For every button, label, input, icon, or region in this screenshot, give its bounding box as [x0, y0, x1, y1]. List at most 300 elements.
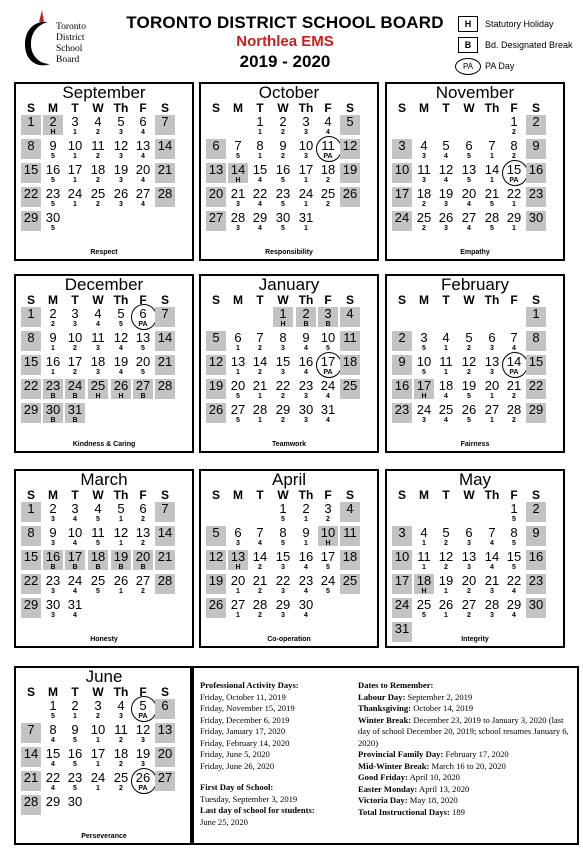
day-number: 4	[442, 330, 450, 345]
calendar-day	[526, 598, 546, 618]
day-number: 3	[302, 114, 310, 129]
weekday-header: S	[211, 488, 220, 502]
day-number: 25	[416, 210, 432, 225]
calendar-day	[88, 139, 108, 159]
calendar-day	[296, 331, 316, 351]
day-code: H	[95, 393, 101, 400]
calendar-day	[436, 379, 456, 399]
day-code: 4	[304, 564, 308, 571]
calendar-day	[318, 163, 338, 183]
day-number: 27	[461, 210, 477, 225]
calendar-day	[296, 211, 316, 231]
day-code: 1	[444, 345, 448, 352]
day-number: 12	[461, 354, 477, 369]
day-code: 2	[258, 612, 262, 619]
day-code: 2	[73, 345, 77, 352]
day-code: 5	[141, 345, 145, 352]
day-code: 5	[281, 516, 285, 523]
day-code: 2	[141, 588, 145, 595]
calendar-day	[504, 355, 524, 375]
day-number: 23	[528, 186, 544, 201]
calendar-day	[65, 502, 85, 522]
day-number: 17	[298, 162, 314, 177]
day-code: H	[118, 393, 124, 400]
day-code: 4	[326, 417, 330, 424]
calendar-day	[318, 187, 338, 207]
day-number: 22	[506, 573, 522, 588]
day-number: 2	[302, 306, 310, 321]
day-number: 24	[67, 573, 83, 588]
day-number: 1	[27, 306, 35, 321]
calendar-day	[43, 403, 63, 423]
day-code: B	[140, 564, 146, 571]
day-number: 26	[438, 210, 454, 225]
day-code: B	[50, 417, 56, 424]
day-number: 23	[298, 573, 314, 588]
day-number: 19	[438, 186, 454, 201]
day-code: 5	[281, 540, 285, 547]
day-code: 4	[444, 393, 448, 400]
day-number: 29	[45, 794, 61, 809]
day-code: 5	[236, 153, 240, 160]
day-code: 2	[467, 369, 471, 376]
day-code: 5	[512, 516, 516, 523]
day-code: 5	[512, 564, 516, 571]
weekday-header: S	[160, 101, 169, 115]
calendar-day	[21, 163, 41, 183]
calendar-day	[526, 115, 546, 135]
day-number: 14	[157, 138, 173, 153]
day-code: 1	[258, 153, 262, 160]
day-number: 9	[398, 354, 406, 369]
weekday-header: T	[442, 293, 450, 307]
calendar-day	[88, 379, 108, 399]
day-number: 25	[90, 573, 106, 588]
weekday-header: T	[71, 488, 79, 502]
day-number: 26	[113, 186, 129, 201]
day-number: 30	[275, 210, 291, 225]
calendar-day	[21, 502, 41, 522]
day-number: 26	[438, 597, 454, 612]
weekday-header: F	[139, 293, 147, 307]
calendar-day	[459, 187, 479, 207]
weekday-header: S	[211, 101, 220, 115]
day-number: 19	[113, 162, 129, 177]
day-number: 10	[394, 549, 410, 564]
calendar-day	[318, 307, 338, 327]
day-number: 2	[532, 501, 540, 516]
day-number: 30	[45, 402, 61, 417]
day-number: 22	[275, 378, 291, 393]
day-code: B	[325, 321, 331, 328]
calendar-day	[65, 115, 85, 135]
day-number: 20	[230, 573, 246, 588]
day-code: 3	[304, 393, 308, 400]
calendar-day	[273, 187, 293, 207]
calendar-day	[133, 550, 153, 570]
calendar-day	[65, 526, 85, 546]
day-code: 4	[512, 612, 516, 619]
calendar-day	[43, 795, 63, 815]
day-code: 4	[490, 564, 494, 571]
day-number: 15	[23, 549, 39, 564]
calendar-day	[111, 355, 131, 375]
calendar-day	[273, 403, 293, 423]
calendar-day	[88, 574, 108, 594]
calendar-day	[111, 771, 131, 791]
weekday-header: S	[160, 488, 169, 502]
day-number: 10	[320, 525, 336, 540]
day-number: 28	[252, 597, 268, 612]
day-code: 3	[96, 345, 100, 352]
calendar-day	[340, 355, 360, 375]
calendar-day	[482, 379, 502, 399]
calendar-day	[482, 574, 502, 594]
calendar-day	[392, 355, 412, 375]
day-number: 28	[230, 210, 246, 225]
day-code: 4	[490, 540, 494, 547]
day-number: 19	[342, 162, 358, 177]
month-value: Co-operation	[267, 636, 311, 643]
day-number: 25	[113, 770, 129, 785]
day-number: 1	[49, 698, 57, 713]
calendar-day	[228, 526, 248, 546]
pa-day-item: Friday, December 6, 2019	[200, 714, 290, 725]
day-number: 14	[252, 354, 268, 369]
calendar-day	[296, 139, 316, 159]
calendar-day	[526, 187, 546, 207]
weekday-header: W	[92, 293, 104, 307]
day-code: 3	[304, 417, 308, 424]
day-code: 2	[141, 540, 145, 547]
day-number: 18	[342, 549, 358, 564]
day-code: 3	[51, 516, 55, 523]
calendar-day	[296, 403, 316, 423]
calendar-day	[482, 550, 502, 570]
weekday-header: W	[277, 101, 289, 115]
day-number: 8	[49, 722, 57, 737]
day-number: 6	[488, 330, 496, 345]
calendar-day	[21, 379, 41, 399]
day-number: 18	[342, 354, 358, 369]
weekday-header: Th	[298, 488, 314, 502]
day-code: 1	[236, 345, 240, 352]
day-number: 19	[461, 378, 477, 393]
date-item: Mid-Winter Break: March 16 to 20, 2020	[358, 760, 506, 771]
day-code: 5	[281, 201, 285, 208]
day-code: 3	[119, 177, 123, 184]
day-code: 2	[119, 737, 123, 744]
notes-right-column	[358, 680, 570, 818]
day-code: 3	[490, 369, 494, 376]
day-code: 5	[467, 393, 471, 400]
calendar-day	[88, 550, 108, 570]
day-number: 28	[484, 597, 500, 612]
day-number: 10	[416, 354, 432, 369]
calendar-day	[482, 211, 502, 231]
day-code: 2	[326, 177, 330, 184]
calendar-day	[392, 550, 412, 570]
weekday-header: F	[139, 101, 147, 115]
month-name: May	[458, 470, 492, 489]
day-code: 5	[422, 345, 426, 352]
calendar-day	[504, 550, 524, 570]
day-code: 4	[467, 201, 471, 208]
day-code: H	[50, 129, 56, 136]
day-code: 1	[73, 177, 77, 184]
weekday-header: M	[419, 101, 429, 115]
day-code: 2	[281, 153, 285, 160]
day-code: 5	[51, 153, 55, 160]
month-april	[199, 469, 379, 648]
date-item: Winter Break: December 23, 2019 to January 3, 2020 (last day of school December 20, 2019; school resumes January 6, 2020)	[358, 714, 569, 748]
calendar-day	[65, 187, 85, 207]
calendar-day	[21, 526, 41, 546]
weekday-header: M	[48, 685, 58, 699]
calendar-day	[273, 163, 293, 183]
day-number: 5	[139, 698, 147, 713]
day-code: 4	[119, 345, 123, 352]
weekday-header: T	[256, 488, 264, 502]
day-number: 15	[23, 162, 39, 177]
day-number: 14	[506, 354, 522, 369]
day-code: 1	[444, 612, 448, 619]
day-code: B	[50, 393, 56, 400]
day-number: 7	[27, 722, 35, 737]
calendar-day	[296, 502, 316, 522]
day-number: 15	[23, 354, 39, 369]
day-code: 3	[422, 417, 426, 424]
day-number: 12	[208, 354, 224, 369]
day-code: 3	[119, 713, 123, 720]
calendar-day	[250, 211, 270, 231]
day-number: 17	[394, 573, 410, 588]
calendar-day	[133, 379, 153, 399]
calendar-day	[250, 139, 270, 159]
calendar-day	[482, 163, 502, 183]
day-code: 1	[119, 516, 123, 523]
calendar-day	[318, 139, 338, 159]
weekday-header: W	[92, 685, 104, 699]
calendar-day	[133, 502, 153, 522]
calendar-day	[296, 574, 316, 594]
day-number: 30	[298, 597, 314, 612]
day-code: 2	[258, 369, 262, 376]
day-number: 21	[252, 378, 268, 393]
day-code: H	[421, 588, 427, 595]
month-october	[199, 82, 379, 261]
day-code: 1	[444, 369, 448, 376]
day-code: 2	[258, 588, 262, 595]
day-code: 5	[236, 393, 240, 400]
day-number: 1	[532, 306, 540, 321]
weekday-header: S	[397, 293, 406, 307]
day-code: 1	[258, 393, 262, 400]
weekday-header: T	[71, 293, 79, 307]
day-code: 1	[422, 564, 426, 571]
weekday-header: F	[324, 101, 332, 115]
calendar-day	[340, 379, 360, 399]
weekday-header: W	[463, 101, 475, 115]
calendar-day	[111, 723, 131, 743]
day-number: 27	[135, 186, 151, 201]
day-code: 2	[444, 564, 448, 571]
calendar-day	[133, 187, 153, 207]
day-number: 16	[45, 162, 61, 177]
calendar-day	[436, 355, 456, 375]
day-number: 31	[394, 621, 410, 636]
calendar-day	[88, 723, 108, 743]
month-name: December	[64, 275, 144, 294]
day-number: 7	[161, 114, 169, 129]
day-number: 29	[252, 210, 268, 225]
day-code: 3	[422, 153, 426, 160]
calendar-day	[65, 771, 85, 791]
calendar-day	[318, 331, 338, 351]
month-june	[14, 666, 194, 845]
calendar-day	[155, 139, 175, 159]
day-number: 21	[23, 770, 39, 785]
day-number: 11	[343, 525, 357, 540]
day-number: 29	[23, 402, 39, 417]
day-number: 8	[279, 330, 287, 345]
calendar-day	[133, 163, 153, 183]
calendar-day	[155, 574, 175, 594]
day-number: 13	[135, 525, 151, 540]
calendar-day	[21, 771, 41, 791]
month-value: Fairness	[460, 441, 490, 448]
day-number: 6	[465, 525, 473, 540]
day-code: 2	[512, 153, 516, 160]
calendar-day	[459, 163, 479, 183]
calendar-day	[392, 379, 412, 399]
calendar-day	[526, 502, 546, 522]
calendar-day	[88, 699, 108, 719]
month-december	[14, 274, 194, 453]
day-code: 3	[304, 129, 308, 136]
calendar-day	[436, 550, 456, 570]
day-number: 26	[342, 186, 358, 201]
calendar-day	[43, 574, 63, 594]
pa-day-item: Friday, June 5, 2020	[200, 749, 270, 759]
day-number: 20	[135, 162, 151, 177]
date-item: Labour Day: September 2, 2019	[358, 691, 473, 702]
calendar-day	[296, 550, 316, 570]
day-number: 9	[302, 525, 310, 540]
calendar-day	[206, 379, 226, 399]
calendar-day	[21, 574, 41, 594]
calendar-day	[155, 699, 175, 719]
day-number: 3	[324, 306, 332, 321]
day-code: 1	[51, 345, 55, 352]
day-code: 1	[304, 540, 308, 547]
calendar-day	[414, 574, 434, 594]
day-number: 9	[49, 330, 57, 345]
day-number: 15	[506, 549, 522, 564]
day-number: 27	[230, 402, 246, 417]
weekday-header: S	[160, 293, 169, 307]
day-number: 18	[416, 186, 432, 201]
day-number: 7	[256, 525, 264, 540]
day-number: 11	[343, 330, 357, 345]
legend-key: B	[458, 37, 478, 53]
calendar-day	[155, 379, 175, 399]
weekday-header: W	[92, 488, 104, 502]
calendar-day	[133, 723, 153, 743]
month-value: Teamwork	[271, 441, 307, 448]
day-code: 5	[73, 761, 77, 768]
day-number: 5	[442, 525, 450, 540]
day-number: 21	[157, 354, 173, 369]
day-code: B	[72, 393, 78, 400]
day-number: 10	[67, 525, 83, 540]
day-number: 3	[71, 114, 79, 129]
day-number: 8	[279, 525, 287, 540]
month-value: Respect	[90, 249, 118, 256]
day-code: B	[72, 417, 78, 424]
calendar-day	[65, 307, 85, 327]
calendar-day	[88, 771, 108, 791]
day-code: 4	[444, 153, 448, 160]
calendar-day	[482, 526, 502, 546]
day-number: 26	[208, 402, 224, 417]
day-code: 4	[258, 225, 262, 232]
day-number: 16	[528, 162, 544, 177]
calendar-day	[273, 574, 293, 594]
calendar-day	[43, 699, 63, 719]
calendar-day	[414, 355, 434, 375]
weekday-header: S	[26, 488, 35, 502]
calendar-day	[482, 598, 502, 618]
calendar-day	[111, 550, 131, 570]
day-number: 31	[67, 402, 83, 417]
day-number: 1	[279, 501, 287, 516]
day-number: 12	[113, 330, 129, 345]
legend	[458, 14, 583, 77]
day-code: 3	[236, 225, 240, 232]
calendar-day	[250, 187, 270, 207]
day-number: 12	[113, 138, 129, 153]
calendar-day	[228, 331, 248, 351]
day-number: 18	[438, 378, 454, 393]
day-number: 24	[416, 402, 432, 417]
day-number: 24	[298, 186, 314, 201]
day-code: 4	[141, 201, 145, 208]
day-code: 4	[444, 417, 448, 424]
day-number: 26	[113, 573, 129, 588]
weekday-header: T	[256, 293, 264, 307]
calendar-day	[296, 187, 316, 207]
calendar-day	[21, 723, 41, 743]
day-code: 4	[304, 345, 308, 352]
day-code: 1	[73, 713, 77, 720]
day-code: 2	[512, 393, 516, 400]
day-number: 12	[438, 162, 454, 177]
day-code: 2	[96, 713, 100, 720]
day-code: 5	[96, 540, 100, 547]
calendar-day	[392, 526, 412, 546]
calendar-day	[482, 187, 502, 207]
calendar-day	[43, 331, 63, 351]
day-number: 30	[298, 402, 314, 417]
calendar-day	[21, 747, 41, 767]
weekday-header: S	[160, 685, 169, 699]
weekday-header: M	[48, 101, 58, 115]
day-number: 23	[298, 378, 314, 393]
weekday-header: M	[233, 101, 243, 115]
day-code: 2	[467, 612, 471, 619]
calendar-day	[155, 307, 175, 327]
